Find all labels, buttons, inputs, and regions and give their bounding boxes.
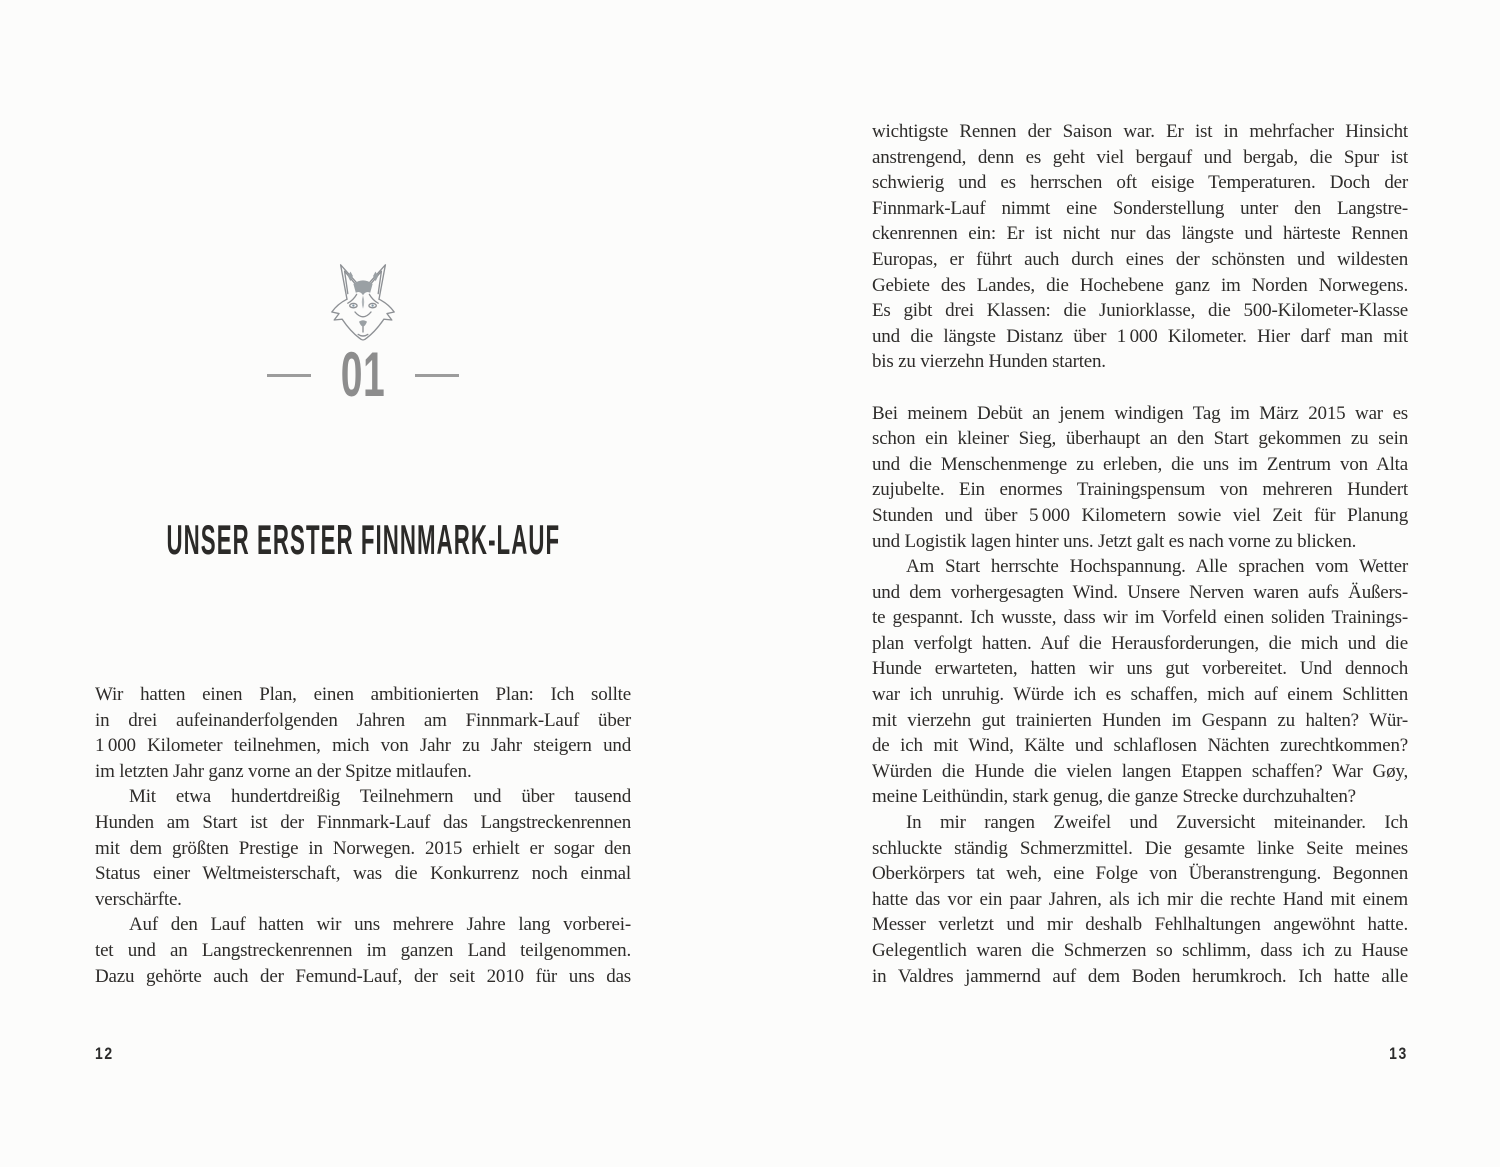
text-line: Status einer Weltmeisterschaft, was die Konkurrenz noch einmal [95, 863, 631, 885]
left-page-body [95, 682, 631, 989]
text-line: ckenrennen ein: Er ist nicht nur das längste und härteste Rennen [872, 223, 1408, 245]
text-line: tet und an Langstreckenrennen im ganzen Land teilgenommen. [95, 939, 631, 961]
text-line: zujubelte. Ein enormes Trainingspensum von mehreren Hundert [872, 479, 1408, 501]
husky-head-icon [323, 258, 403, 350]
text-line: Bei meinem Debüt an jenem windigen Tag im März 2015 war es [872, 402, 1408, 424]
text-line: mit dem größten Prestige in Norwegen. 2015 erhielt er sogar den [95, 837, 631, 859]
text-line: verschärfte. [95, 888, 182, 910]
text-line: Würden die Hunde die vielen langen Etappen schaffen? War Gøy, [872, 760, 1408, 782]
text-line: plan verfolgt hatten. Auf die Herausforderungen, die mich und die [872, 632, 1408, 654]
text-line: und Logistik lagen hinter uns. Jetzt galt es nach vorne zu blicken. [872, 530, 1357, 552]
text-line: Europas, er führt auch durch eines der schönsten und wildesten [872, 248, 1408, 270]
text-line: Oberkörpers tat weh, eine Folge von Überanstrengung. Begonnen [872, 863, 1408, 885]
text-line: Gebiete des Landes, die Hochebene ganz im Norden Norwegens. [872, 274, 1408, 296]
text-line: Mit etwa hundertdreißig Teilnehmern und über tausend [129, 786, 631, 808]
text-line: schluckte ständig Schmerzmittel. Die gesamte linke Seite meines [872, 837, 1408, 859]
paragraph [95, 912, 631, 989]
text-line: anstrengend, denn es geht viel bergauf und bergab, die Spur ist [872, 146, 1408, 168]
paragraph [95, 682, 631, 784]
text-line: schon ein kleiner Sieg, überhaupt an den Start gekommen zu sein [872, 428, 1408, 450]
text-line: Es gibt drei Klassen: die Juniorklasse, die 500-Kilometer-Klasse [872, 300, 1408, 322]
chapter-heading [95, 340, 631, 410]
text-line: im letzten Jahr ganz vorne an der Spitze mitlaufen. [95, 760, 472, 782]
text-line: war ich unruhig. Würde ich es schaffen, mich auf einem Schlitten [872, 684, 1408, 706]
paragraph [872, 119, 1408, 375]
text-line: Am Start herrschte Hochspannung. Alle sprachen vom Wetter [906, 556, 1408, 578]
paragraph [872, 810, 1408, 989]
page-number-right: 13 [1389, 1044, 1408, 1063]
text-line: Auf den Lauf hatten wir uns mehrere Jahre lang vorberei- [129, 914, 631, 936]
text-line: Stunden und über 5 000 Kilometern sowie viel Zeit für Planung [872, 504, 1408, 526]
paragraph [872, 554, 1408, 810]
page-number-left: 12 [95, 1044, 114, 1063]
text-line: 1 000 Kilometer teilnehmen, mich von Jahr zu Jahr steigern und [95, 735, 631, 757]
text-line: Gelegentlich waren die Schmerzen so schlimm, dass ich zu Hause [872, 940, 1408, 961]
text-line: bis zu vierzehn Hunden starten. [872, 351, 1106, 373]
text-line: Messer verletzt und mir deshalb Fehlhaltungen angewöhnt hatte. [872, 914, 1408, 936]
text-line: Hunde erwarteten, hatten wir uns gut vorbereitet. Und dennoch [872, 658, 1408, 680]
text-line: hatte das vor ein paar Jahren, als ich mir die rechte Hand mit einem [872, 888, 1408, 910]
text-line: Hunden am Start ist der Finnmark-Lauf das Langstreckenrennen [95, 811, 631, 833]
text-line: Dazu gehörte auch der Femund-Lauf, der seit 2010 für uns das [95, 965, 631, 987]
text-line: und die längste Distanz über 1 000 Kilometer. Hier darf man mit [872, 325, 1408, 347]
text-line: mit vierzehn gut trainierten Hunden im Gespann zu halten? Wür- [872, 709, 1408, 731]
text-line: schwierig und es herrschen oft eisige Temperaturen. Doch der [872, 172, 1408, 194]
text-line: te gespannt. Ich wusste, dass wir im Vorfeld einen soliden Trainings- [872, 607, 1408, 629]
paragraph [872, 401, 1408, 555]
chapter-rule-left [267, 374, 311, 377]
text-line: Wir hatten einen Plan, einen ambitionierten Plan: Ich sollte [95, 684, 631, 705]
chapter-number: 01 [340, 340, 386, 410]
chapter-rule-right [415, 374, 459, 377]
text-line: meine Leithündin, stark genug, die ganze Strecke durchzuhalten? [872, 786, 1356, 808]
text-line: in drei aufeinanderfolgenden Jahren am Finnmark-Lauf über [95, 709, 631, 731]
text-line: in Valdres jammernd auf dem Boden herumkroch. Ich hatte alle [872, 965, 1408, 987]
chapter-title-wrap [95, 512, 631, 568]
text-line: In mir rangen Zweifel und Zuversicht miteinander. Ich [906, 812, 1408, 834]
chapter-title: UNSER ERSTER FINNMARK-LAUF [166, 516, 560, 563]
text-line: de ich mit Wind, Kälte und schlaflosen Nächten zurechtkommen? [872, 735, 1408, 757]
paragraph [95, 784, 631, 912]
text-line: Finnmark-Lauf nimmt eine Sonderstellung unter den Langstre- [872, 197, 1408, 219]
text-line: und die Menschenmenge zu erleben, die uns im Zentrum von Alta [872, 453, 1408, 475]
text-line: wichtigste Rennen der Saison war. Er ist in mehrfacher Hinsicht [872, 121, 1408, 142]
right-page-body [872, 119, 1408, 989]
text-line: und dem vorhergesagten Wind. Unsere Nerven waren aufs Äußers- [872, 581, 1408, 603]
